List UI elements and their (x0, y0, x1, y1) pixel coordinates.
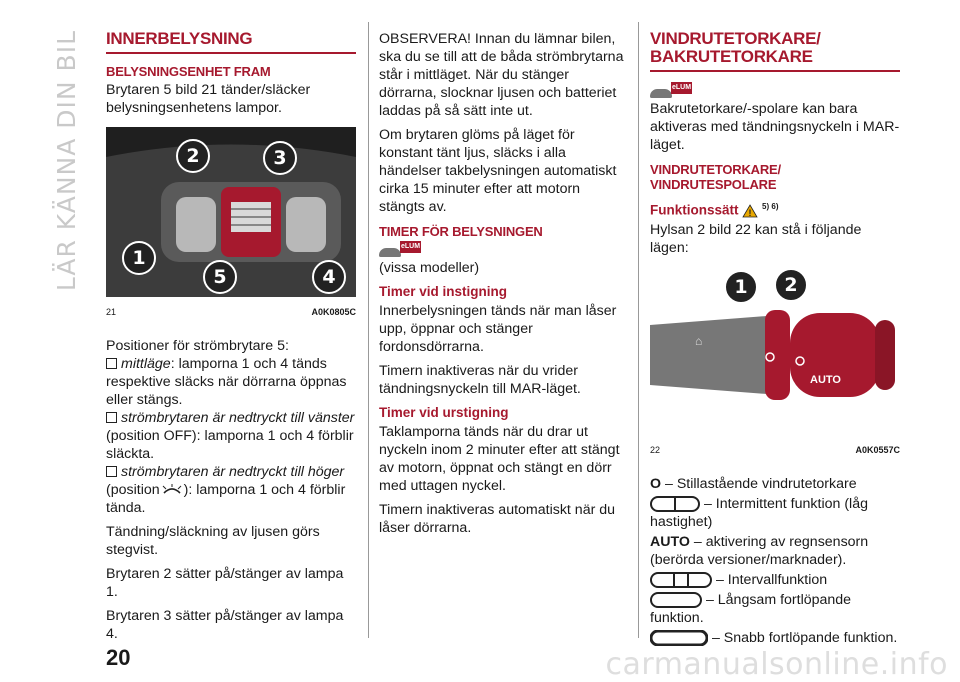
column-divider (638, 22, 639, 638)
positions-intro: Positioner för strömbrytare 5: (106, 338, 289, 354)
paragraph: Timern inaktiveras när du vrider tändningsnyckeln till MAR-läget. (379, 363, 581, 398)
figure-code: A0K0805C (311, 307, 356, 317)
callout-badge: 2 (176, 139, 210, 173)
subsection-title: TIMER FÖR BELYSNINGEN (379, 224, 543, 239)
courtesy-lamp-icon (160, 483, 184, 497)
svg-text:AUTO: AUTO (810, 373, 841, 386)
left-column (106, 30, 356, 649)
page-number: 20 (106, 645, 131, 670)
figure-21-image (106, 127, 356, 297)
bullet-icon (106, 412, 117, 423)
paragraph: Taklamporna tänds när du drar ut nyckeln inom 2 minuter efter att stängt av motorn, öppnat och stängt en dörr med uttagen nyckel. (379, 424, 620, 495)
bullet-icon (106, 466, 117, 477)
section-title: VINDRUTETORKARE/ BAKRUTETORKARE (650, 30, 900, 72)
figure-code: A0K0557C (855, 444, 900, 455)
callout-badge: 1 (724, 270, 758, 304)
callout-badge: 5 (203, 260, 237, 294)
function-title: Funktionssätt ! $^{5) 6)}$ (650, 202, 779, 219)
subsection-title: VINDRUTETORKARE/ VINDRUTESPOLARE (650, 162, 781, 193)
paragraph: OBSERVERA! Innan du lämnar bilen, ska du se till att de båda strömbrytarna står i mittläget. När du stänger dörrarna, slocknar ljusen och batteriet laddas på så sätt inte ut. (379, 31, 624, 119)
slow-wiper-icon (650, 592, 702, 608)
legend-interval: – Intervallfunktion (650, 571, 900, 589)
legend-off: O – Stillastående vindrutetorkare (650, 475, 857, 492)
section-title: INNERBELYSNING (106, 30, 356, 54)
elum-icon: eLUM (650, 82, 692, 100)
subsection-title: BELYSNINGSENHET FRAM (106, 64, 271, 79)
bullet-icon (106, 358, 117, 369)
legend-slow: – Långsam fortlöpande funktion. (650, 591, 852, 626)
legend-auto: AUTO – aktivering av regnsensorn (berörda versioner/marknader). (650, 533, 869, 568)
callout-badge: 1 (122, 241, 156, 275)
figure-22-image (650, 265, 900, 435)
paragraph: Bakrutetorkare/-spolare kan bara aktiveras med tändningsnyckeln i MAR-läget. (650, 101, 900, 154)
right-column (650, 30, 900, 649)
intro-text: Brytaren 5 bild 21 tänder/släcker belysningsenhetens lampor. (106, 82, 311, 116)
figure-caption (650, 441, 900, 459)
paragraph: Hylsan 2 bild 22 kan stå i följande lägen: (650, 221, 862, 256)
figure-number: 21 (106, 307, 117, 317)
figure-number: 22 (650, 444, 661, 455)
legend-intermittent: – Intermittent funktion (låg hastighet) (650, 495, 868, 530)
bullet-left-position: strömbrytaren är nedtryckt till vänster (position OFF): lamporna 1 och 4 förblir släckta. (106, 410, 355, 462)
subsection-title: Timer vid instigning (379, 284, 508, 300)
paragraph: Brytaren 2 sätter på/stänger av lampa 1. (106, 566, 344, 600)
warning-icon (742, 204, 758, 218)
interval-wiper-icon (650, 572, 712, 588)
callout-badge: 4 (312, 260, 346, 294)
middle-column (379, 30, 629, 543)
callout-badge: 3 (263, 141, 297, 175)
callout-badge: 2 (774, 268, 808, 302)
figure-caption (106, 303, 356, 321)
paragraph: Brytaren 3 sätter på/stänger av lampa 4. (106, 608, 344, 642)
paragraph: Timern inaktiveras automatiskt när du låser dörrarna. (379, 502, 616, 537)
paragraph: Om brytaren glöms på läget för konstant tänt ljus, släcks i alla händelser takbelysningen automatiskt cirka 15 minuter efter att motorn stängts av. (379, 127, 617, 215)
models-note: (vissa modeller) (379, 260, 480, 277)
watermark: carmanualsonline.info (605, 647, 948, 682)
svg-text:!: ! (748, 208, 752, 219)
paragraph: Innerbelysningen tänds när man låser upp, öppnar och stänger fordonsdörrarna. (379, 303, 617, 356)
svg-text:⌂: ⌂ (695, 333, 703, 348)
column-divider (368, 22, 369, 638)
legend-fast: – Snabb fortlöpande funktion. (650, 629, 900, 647)
bullet-middle-position: mittläge: lamporna 1 och 4 tänds respektive släcks när dörrarna öppnas eller stängs. (106, 356, 347, 408)
subsection-title: Timer vid urstigning (379, 405, 509, 421)
elum-icon: eLUM (379, 241, 421, 259)
bullet-right-position: strömbrytaren är nedtryckt till höger (position ): lamporna 1 och 4 förblir tända. (106, 464, 346, 516)
paragraph: Tändning/släckning av ljusen görs stegvist. (106, 524, 320, 558)
fast-wiper-icon (650, 630, 708, 646)
chapter-tab: LÄR KÄNNA DIN BIL (52, 30, 81, 292)
intermittent-wiper-icon (650, 496, 700, 512)
